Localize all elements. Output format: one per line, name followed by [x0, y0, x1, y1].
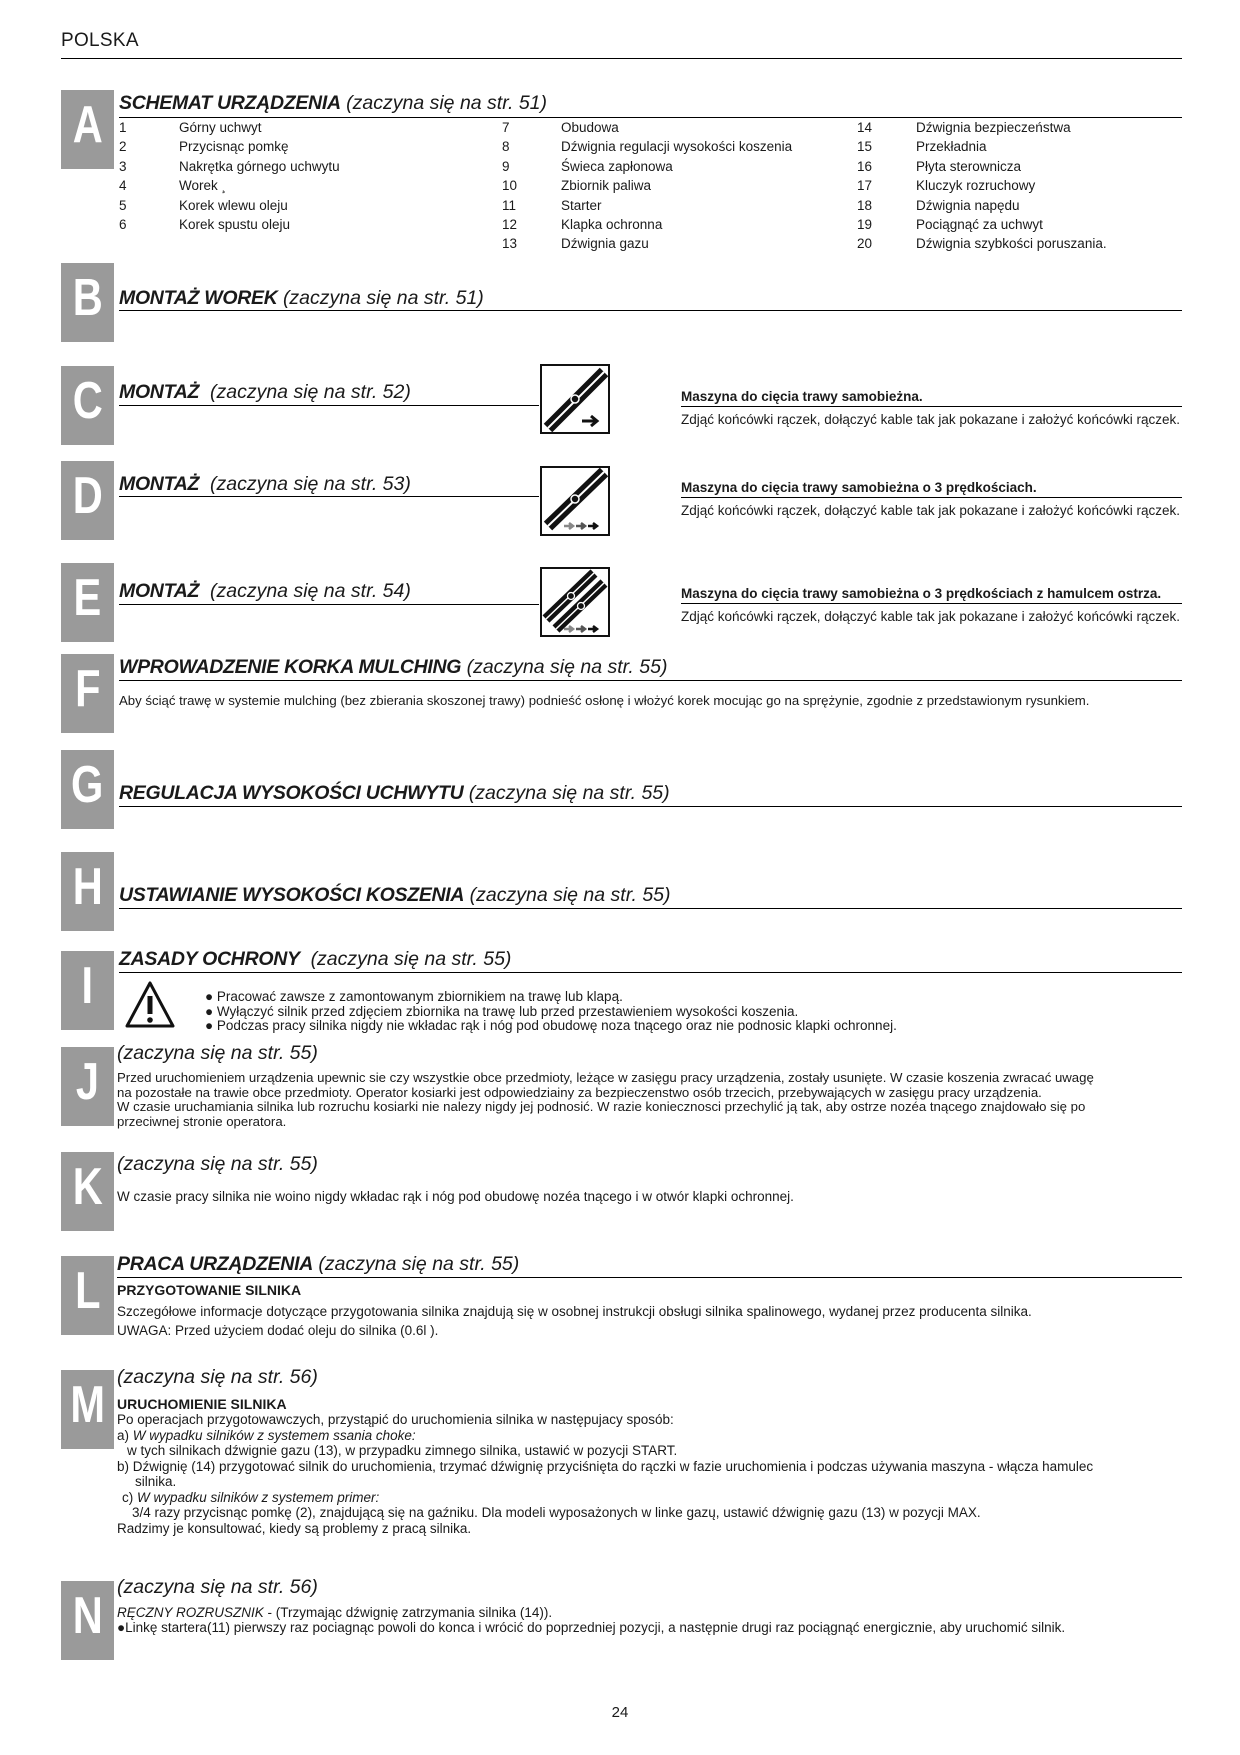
section-c-text: Zdjąć końcówki rączek, dołączyć kable tak jak pokazane i założyć końcówki rączek.: [681, 412, 1180, 427]
section-k-text: W czasie pracy silnika nie woino nigdy wkładac rąk i nóg pod obudowę nozéa tnącego i w otwór klapki ochronnej.: [117, 1189, 794, 1204]
parts-col2-labels: [561, 118, 792, 254]
page-language-header: POLSKA: [61, 30, 139, 51]
part-number: 4: [119, 178, 127, 194]
section-letter-d: D: [61, 461, 114, 540]
part-number: 3: [119, 158, 127, 174]
section-f-title: WPROWADZENIE KORKA MULCHING (zaczyna się na str. 55): [119, 656, 668, 678]
header-rule: [61, 58, 1182, 59]
part-number: 11: [502, 197, 517, 213]
part-label: Nakrętka górnego uchwytu: [179, 158, 340, 174]
part-label: Zbiornik paliwa: [561, 178, 652, 194]
section-letter-m: M: [61, 1370, 114, 1449]
section-i-title: ZASADY OCHRONY (zaczyna się na str. 55): [119, 948, 512, 970]
section-g-title: REGULACJA WYSOKOŚCI UCHWYTU (zaczyna się na str. 55): [119, 782, 670, 804]
safety-bullet-item: ● Wyłączyć silnik przed zdjęciem zbiornika na trawę lub przed przestawieniem wysokości koszenia.: [205, 1003, 799, 1019]
section-m-text: Po operacjach przygotowawczych, przystąpić do uruchomienia silnika w następujacy sposób: a) W wypadku silników z systemem ssania choke: w tych silnikach dźwignie gazu (13), w przypadku zimnego silnika, ustawić w pozycji START. b) Dźwignię (14) przygotować silnik do uruchomienia, trzymać dźwignię przyciśnięta do rączki w fazie uruchomienia i podczas używania maszyna - włącza hamulec silnika. c) W wypadku silników z systemem primer: 3/4 razy przycisnąc pomkę (2), znajdującą się na gaźniku. Dla modeli wyposażonych w linke gazų, ustawić dźwignię gazu (13) w pozycji MAX. Radzimy je konsultować, kiedy są problemy z pracą silnika.: [117, 1412, 1094, 1536]
section-letter-e: E: [61, 563, 114, 642]
part-number: 19: [857, 217, 873, 233]
section-b-rule: [119, 310, 1182, 311]
part-number: 9: [502, 158, 510, 174]
section-e-heading: Maszyna do cięcia trawy samobieżna o 3 prędkościach z hamulcem ostrza.: [681, 586, 1162, 601]
parts-col1-numbers: [119, 118, 127, 234]
part-label: Klapka ochronna: [561, 217, 663, 233]
section-k-ref: (zaczyna się na str. 55): [117, 1153, 318, 1175]
part-label: Świeca zapłonowa: [561, 158, 673, 174]
section-letter-g: G: [61, 750, 114, 829]
parts-col3-numbers: [857, 118, 872, 254]
safety-bullet-list: [205, 990, 897, 1034]
parts-col2-numbers: [502, 118, 517, 254]
cable-three-speed-icon: [540, 466, 610, 536]
section-j-ref: (zaczyna się na str. 55): [117, 1042, 318, 1064]
cable-blade-brake-icon: [540, 567, 610, 637]
part-label: Dźwignia napędu: [916, 197, 1020, 213]
section-c-subrule: [681, 406, 1182, 407]
section-d-subrule: [681, 497, 1182, 498]
section-d-text: Zdjąć końcówki rączek, dołączyć kable tak jak pokazane i założyć końcówki rączek.: [681, 503, 1180, 518]
section-b-title: MONTAŻ WOREK (zaczyna się na str. 51): [119, 287, 484, 309]
part-number: 7: [502, 120, 510, 135]
section-c-heading: Maszyna do cięcia trawy samobieżna.: [681, 389, 923, 404]
section-g-rule: [119, 806, 1182, 807]
section-e-rule: [119, 604, 539, 605]
section-letter-k: K: [61, 1152, 114, 1231]
section-e-subrule: [681, 603, 1182, 604]
part-label: Dźwignia gazu: [561, 236, 649, 252]
section-n-text: RĘCZNY ROZRUSZNIK - (Trzymając dźwignię zatrzymania silnika (14)). ●Linkę startera(11) pierwszy raz pociagnąc powoli do konca i wrócić do poprzedniej pozycji, a następnie drugi raz pociągnąć energicznie, aby uruchomić silnik.: [117, 1605, 1066, 1635]
section-letter-n: N: [61, 1581, 114, 1660]
section-e-title: MONTAŻ (zaczyna się na str. 54): [119, 580, 411, 602]
part-number: 13: [502, 236, 518, 252]
section-letter-c: C: [61, 366, 114, 445]
section-l-rule: [117, 1277, 1182, 1278]
part-number: 20: [857, 236, 873, 252]
part-number: 2: [119, 139, 127, 155]
part-label: Worek ¸: [179, 178, 227, 194]
section-i-rule: [119, 972, 1182, 973]
section-e-text: Zdjąć końcówki rączek, dołączyć kable tak jak pokazane i założyć końcówki rączek.: [681, 609, 1180, 624]
section-n-ref: (zaczyna się na str. 56): [117, 1576, 318, 1598]
part-label: Starter: [561, 197, 602, 213]
part-label: Płyta sterownicza: [916, 158, 1022, 174]
safety-bullet-item: ● Pracować zawsze z zamontowanym zbiornikiem na trawę lub klapą.: [205, 989, 623, 1004]
section-letter-i: I: [61, 951, 114, 1030]
safety-bullet-item: ● Podczas pracy silnika nigdy nie wkładac rąk i nóg pod obudowę noza tnącego oraz nie podnosic klapki ochronnej.: [205, 1018, 897, 1033]
section-letter-j: J: [61, 1047, 114, 1126]
part-number: 17: [857, 178, 873, 194]
section-h-title: USTAWIANIE WYSOKOŚCI KOSZENIA (zaczyna się na str. 55): [119, 884, 671, 906]
section-letter-h: H: [61, 852, 114, 931]
section-h-rule: [119, 908, 1182, 909]
warning-triangle-icon: [124, 980, 176, 1033]
part-number: 15: [857, 139, 873, 155]
section-letter-f: F: [61, 654, 114, 733]
section-l-subheading: PRZYGOTOWANIE SILNIKA: [117, 1282, 302, 1298]
part-number: 6: [119, 217, 127, 233]
section-l-text: Szczegółowe informacje dotyczące przygotowania silnika znajdują się w osobnej instrukcji obsługi silnika spalinowego, wydanej przez producenta silnika. UWAGA: Przed użyciem dodać oleju do silnika (0.6l ).: [117, 1304, 1032, 1338]
part-number: 1: [119, 120, 127, 135]
part-label: Obudowa: [561, 120, 619, 135]
part-label: Przycisnąc pomkę: [179, 139, 289, 155]
part-label: Górny uchwyt: [179, 120, 262, 135]
section-letter-l: L: [61, 1256, 114, 1335]
part-number: 12: [502, 217, 518, 233]
part-number: 18: [857, 197, 873, 213]
part-number: 5: [119, 197, 127, 213]
section-letter-b: B: [61, 263, 114, 342]
part-label: Pociągnąć za uchwyt: [916, 217, 1043, 233]
part-number: 16: [857, 158, 873, 174]
part-label: Przekładnia: [916, 139, 987, 155]
part-label: Dźwignia regulacji wysokości koszenia: [561, 139, 793, 155]
section-f-rule: [119, 680, 1182, 681]
section-m-ref: (zaczyna się na str. 56): [117, 1366, 318, 1388]
part-number: 8: [502, 139, 510, 155]
section-j-text: Przed uruchomieniem urządzenia upewnic sie czy wszystkie obce przedmioty, leżące w zasięgu pracy urządzenia, zostały usunięte. W czasie koszenia zwracać uwagę na pozostałe na trawie obce przedmioty. Operator kosiarki jest odpowiedziainy za bezpieczenstwo osób trzecich, przebywających w zasięgu pracy urządzenia. W czasie uruchamiania silnika lub rozruchu kosiarki nie nalezy nigdy jej podnosić. W razie koniecznosci przechylić ją tak, aby ostrze nozéa tnącego znajdowało się po przeciwnej stronie operatora.: [117, 1070, 1094, 1129]
cable-single-speed-icon: [540, 364, 610, 434]
part-label: Korek spustu oleju: [179, 217, 291, 233]
part-label: Dźwignia szybkości poruszania.: [916, 236, 1107, 252]
section-c-rule: [119, 405, 539, 406]
section-c-title: MONTAŻ (zaczyna się na str. 52): [119, 381, 411, 403]
page-number: 24: [611, 1704, 629, 1721]
section-d-rule: [119, 496, 539, 497]
parts-col1-labels: [179, 118, 340, 234]
part-label: Dźwignia bezpieczeństwa: [916, 120, 1071, 135]
part-number: 10: [502, 178, 518, 194]
section-d-heading: Maszyna do cięcia trawy samobieżna o 3 prędkościach.: [681, 480, 1037, 495]
part-number: 14: [857, 120, 873, 135]
part-label: Kluczyk rozruchowy: [916, 178, 1036, 194]
section-l-title: PRACA URZĄDZENIA (zaczyna się na str. 55): [117, 1253, 520, 1275]
part-label: Korek wlewu oleju: [179, 197, 288, 213]
section-d-title: MONTAŻ (zaczyna się na str. 53): [119, 473, 411, 495]
section-a-title: SCHEMAT URZĄDZENIA (zaczyna się na str. 51): [119, 92, 548, 114]
section-m-subheading: URUCHOMIENIE SILNIKA: [117, 1396, 287, 1412]
section-letter-a: A: [61, 90, 114, 169]
parts-col3-labels: [916, 118, 1107, 254]
section-f-text: Aby ściąć trawę w systemie mulching (bez zbierania skoszonej trawy) podnieść osłonę i włożyć korek mocując go na sprężynie, zgodnie z przedstawionym rysunkiem.: [119, 693, 1090, 708]
